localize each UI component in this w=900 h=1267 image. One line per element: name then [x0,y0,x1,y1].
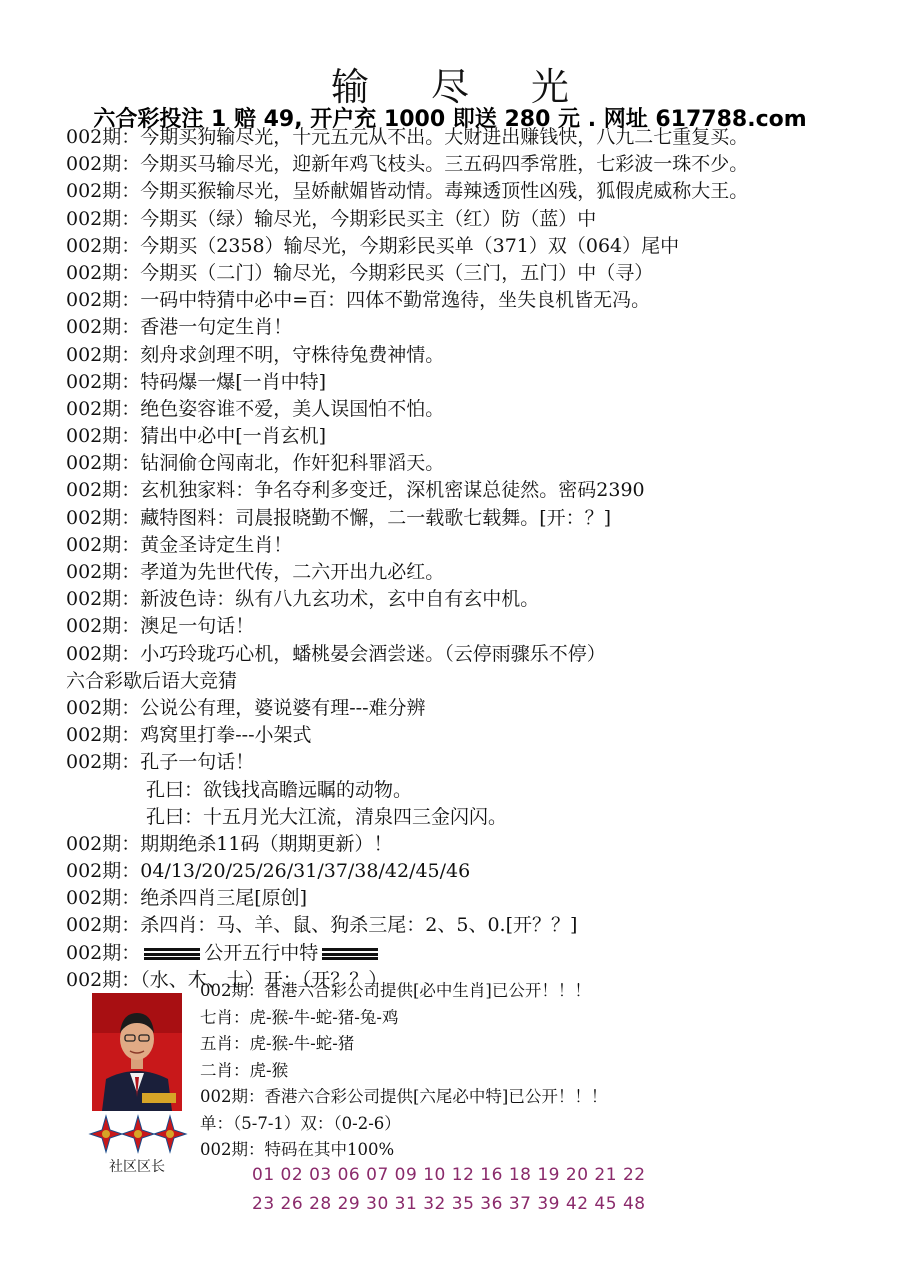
triple-bar-icon [322,948,378,960]
list-item: 002期：钻洞偷仓闯南北，作奸犯科罪滔天。 [66,452,445,475]
list-item: 002期：香港六合彩公司提供[六尾必中特]已公开！！！ [200,1087,608,1106]
list-item: 002期：鸡窝里打拳---小架式 [66,724,312,747]
list-item: 002期：刻舟求剑理不明，守株待兔费神情。 [66,343,445,366]
list-item: 孔曰：欲钱找高瞻远瞩的动物。 [146,778,413,801]
list-item: 单：（5-7-1）双：（0-2-6） [200,1113,401,1133]
list-item: 002期：期期绝杀11码（期期更新）！ [66,832,393,855]
list-item: 002期：今期买（二门）输尽光，今期彩民买（三门，五门）中（寻） [66,261,654,284]
list-item: 002期：小巧玲珑巧心机，蟠桃晏会酒尝迷。（云停雨骤乐不停） [66,642,606,665]
list-item: 孔曰：十五月光大江流，清泉四三金闪闪。 [146,805,508,828]
number-row-1: 01 02 03 06 07 09 10 12 16 18 19 20 21 22 [252,1165,646,1185]
list-item: 002期：特码爆一爆[一肖中特] [66,370,327,393]
list-item: 002期：黄金圣诗定生肖！ [66,533,293,556]
list-item: 五肖：虎-猴-牛-蛇-猪 [200,1034,355,1053]
list-item: 002期：玄机独家料：争名夺利多变迁，深机密谋总徒然。密码2390 [66,479,645,502]
list-item: 002期：公说公有理，婆说婆有理---难分辨 [66,696,426,719]
list-item: 002期：特码在其中100% [200,1140,395,1159]
list-item: 002期：今期买狗输尽光，十元五元从不出。大财进出赚钱快，八九二七重复买。 [66,126,749,148]
star-emblem-icon [88,1112,188,1156]
portrait-photo [92,993,182,1111]
list-item: 002期：孝道为先世代传，二六开出九必红。 [66,561,445,583]
section-heading: 六合彩歇后语大竞猜 [66,669,238,692]
ad-banner: 六合彩投注 1 赔 49, 开户充 1000 即送 280 元 . 网址 617788.com [93,107,807,132]
list-item: 002期：孔子一句话！ [66,751,255,774]
list-item: 002期：澳足一句话！ [66,615,255,638]
emblem-row [88,1112,188,1156]
wuxing-prefix: 002期： [66,941,141,964]
list-item: 二肖：虎-猴 [200,1060,289,1080]
list-item: 002期：今期买马输尽光，迎新年鸡飞枝头。三五码四季常胜，七彩波一珠不少。 [66,153,749,176]
list-item: 002期：04/13/20/25/26/31/37/38/42/45/46 [66,860,471,883]
list-item: 002期：猜出中必中[一肖玄机] [66,425,327,448]
list-item: 002期：香港一句定生肖！ [66,316,293,339]
list-item: 七肖：虎-猴-牛-蛇-猪-兔-鸡 [200,1007,399,1027]
list-item: 002期：一码中特猜中必中=百：四体不勤常逸待，坐失良机皆无冯。 [66,289,651,312]
list-item: 002期：绝色姿容谁不爱，美人误国怕不怕。 [66,397,445,420]
number-row-2: 23 26 28 29 30 31 32 35 36 37 39 42 45 48 [252,1194,646,1214]
list-item: 002期：香港六合彩公司提供[必中生肖]已公开！！！ [200,981,591,1000]
list-item: 002期：绝杀四肖三尾[原创] [66,887,308,910]
list-item: 002期：杀四肖：马、羊、鼠、狗杀三尾：2、5、0.[开？？] [66,914,578,937]
wuxing-heading-line [66,940,886,967]
wuxing-text: 公开五行中特 [204,941,319,964]
list-item: 002期：藏特图料：司晨报晓勤不懈，二一载歌七载舞。[开：？] [66,506,612,529]
list-item: 002期：（水、木、土）开：（开？？） [66,968,388,991]
photo-caption: 社区区长 [109,1159,165,1175]
list-item: 002期：今期买（绿）输尽光，今期彩民买主（红）防（蓝）中 [66,207,597,230]
list-item: 002期：今期买猴输尽光，呈娇献媚皆动情。毒辣透顶性凶残，狐假虎威称大王。 [66,180,749,203]
page-title: 输尽光 [330,65,631,109]
prediction-list [66,124,886,994]
triple-bar-icon [144,948,200,960]
list-item: 002期：今期买（2358）输尽光，今期彩民买单（371）双（064）尾中 [66,234,680,257]
list-item: 002期：新波色诗：纵有八九玄功术，玄中自有玄中机。 [66,588,540,611]
bottom-panel [200,978,880,1164]
portrait-image [92,993,182,1111]
